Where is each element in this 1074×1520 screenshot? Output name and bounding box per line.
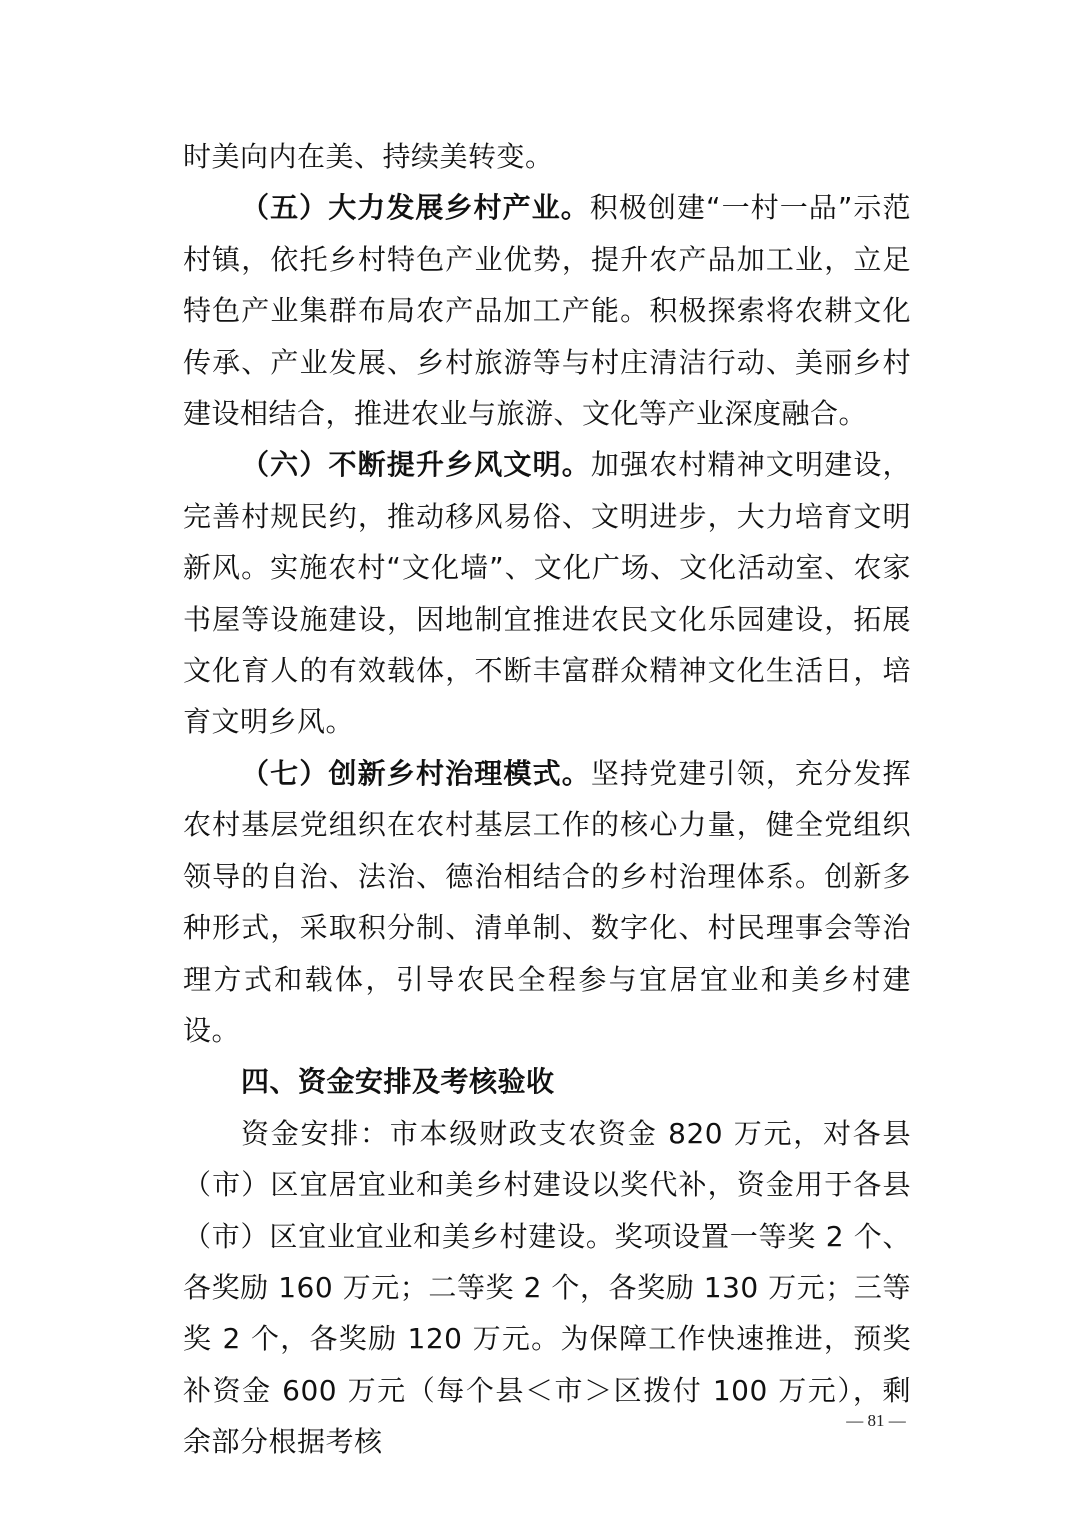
section-six-paragraph	[183, 439, 911, 747]
section-six-body: 加强农村精神文明建设，完善村规民约，推动移风易俗、文明进步，大力培育文明新风。实施农村“文化墙”、文化广场、文化活动室、农家书屋等设施建设，因地制宜推进农民文化乐园建设，拓展文化育人的有效载体，不断丰富群众精神文化生活日，培育文明乡风。	[183, 448, 911, 739]
section-seven-paragraph	[183, 748, 911, 1056]
section-seven-body: 坚持党建引领，充分发挥农村基层党组织在农村基层工作的核心力量，健全党组织领导的自治、法治、德治相结合的乡村治理体系。创新多种形式，采取积分制、清单制、数字化、村民理事会等治理方式和载体，引导农民全程参与宜居宜业和美乡村建设。	[183, 756, 911, 1047]
section-five-body: 积极创建“一村一品”示范村镇，依托乡村特色产业优势，提升农产品加工业，立足特色产业集群布局农产品加工产能。积极探索将农耕文化传承、产业发展、乡村旅游等与村庄清洁行动、美丽乡村建设相结合，推进农业与旅游、文化等产业深度融合。	[183, 191, 911, 431]
section-heading: 四、资金安排及考核验收	[241, 1065, 555, 1099]
body-text	[183, 131, 911, 1468]
section-five-paragraph	[183, 182, 911, 439]
page-number: — 81 —	[846, 1411, 906, 1430]
continuation-paragraph: 时美向内在美、持续美转变。	[183, 140, 554, 173]
section-six-title: （六）不断提升乡风文明。	[241, 448, 591, 482]
section-seven-title: （七）创新乡村治理模式。	[241, 756, 591, 790]
section-five-title: （五）大力发展乡村产业。	[241, 191, 590, 225]
funding-paragraph: 资金安排：市本级财政支农资金 820 万元，对各县（市）区宜居宜业和美乡村建设以奖代补，资金用于各县（市）区宜业宜业和美乡村建设。奖项设置一等奖 2 个、各奖励 160 万元；二等奖 2 个，各奖励 130 万元；三等奖 2 个，各奖励 120 万元。为保障工作快速推进，预奖补资金 600 万元（每个县＜市＞区拨付 100 万元），剩余部分根据考核	[183, 1116, 911, 1459]
